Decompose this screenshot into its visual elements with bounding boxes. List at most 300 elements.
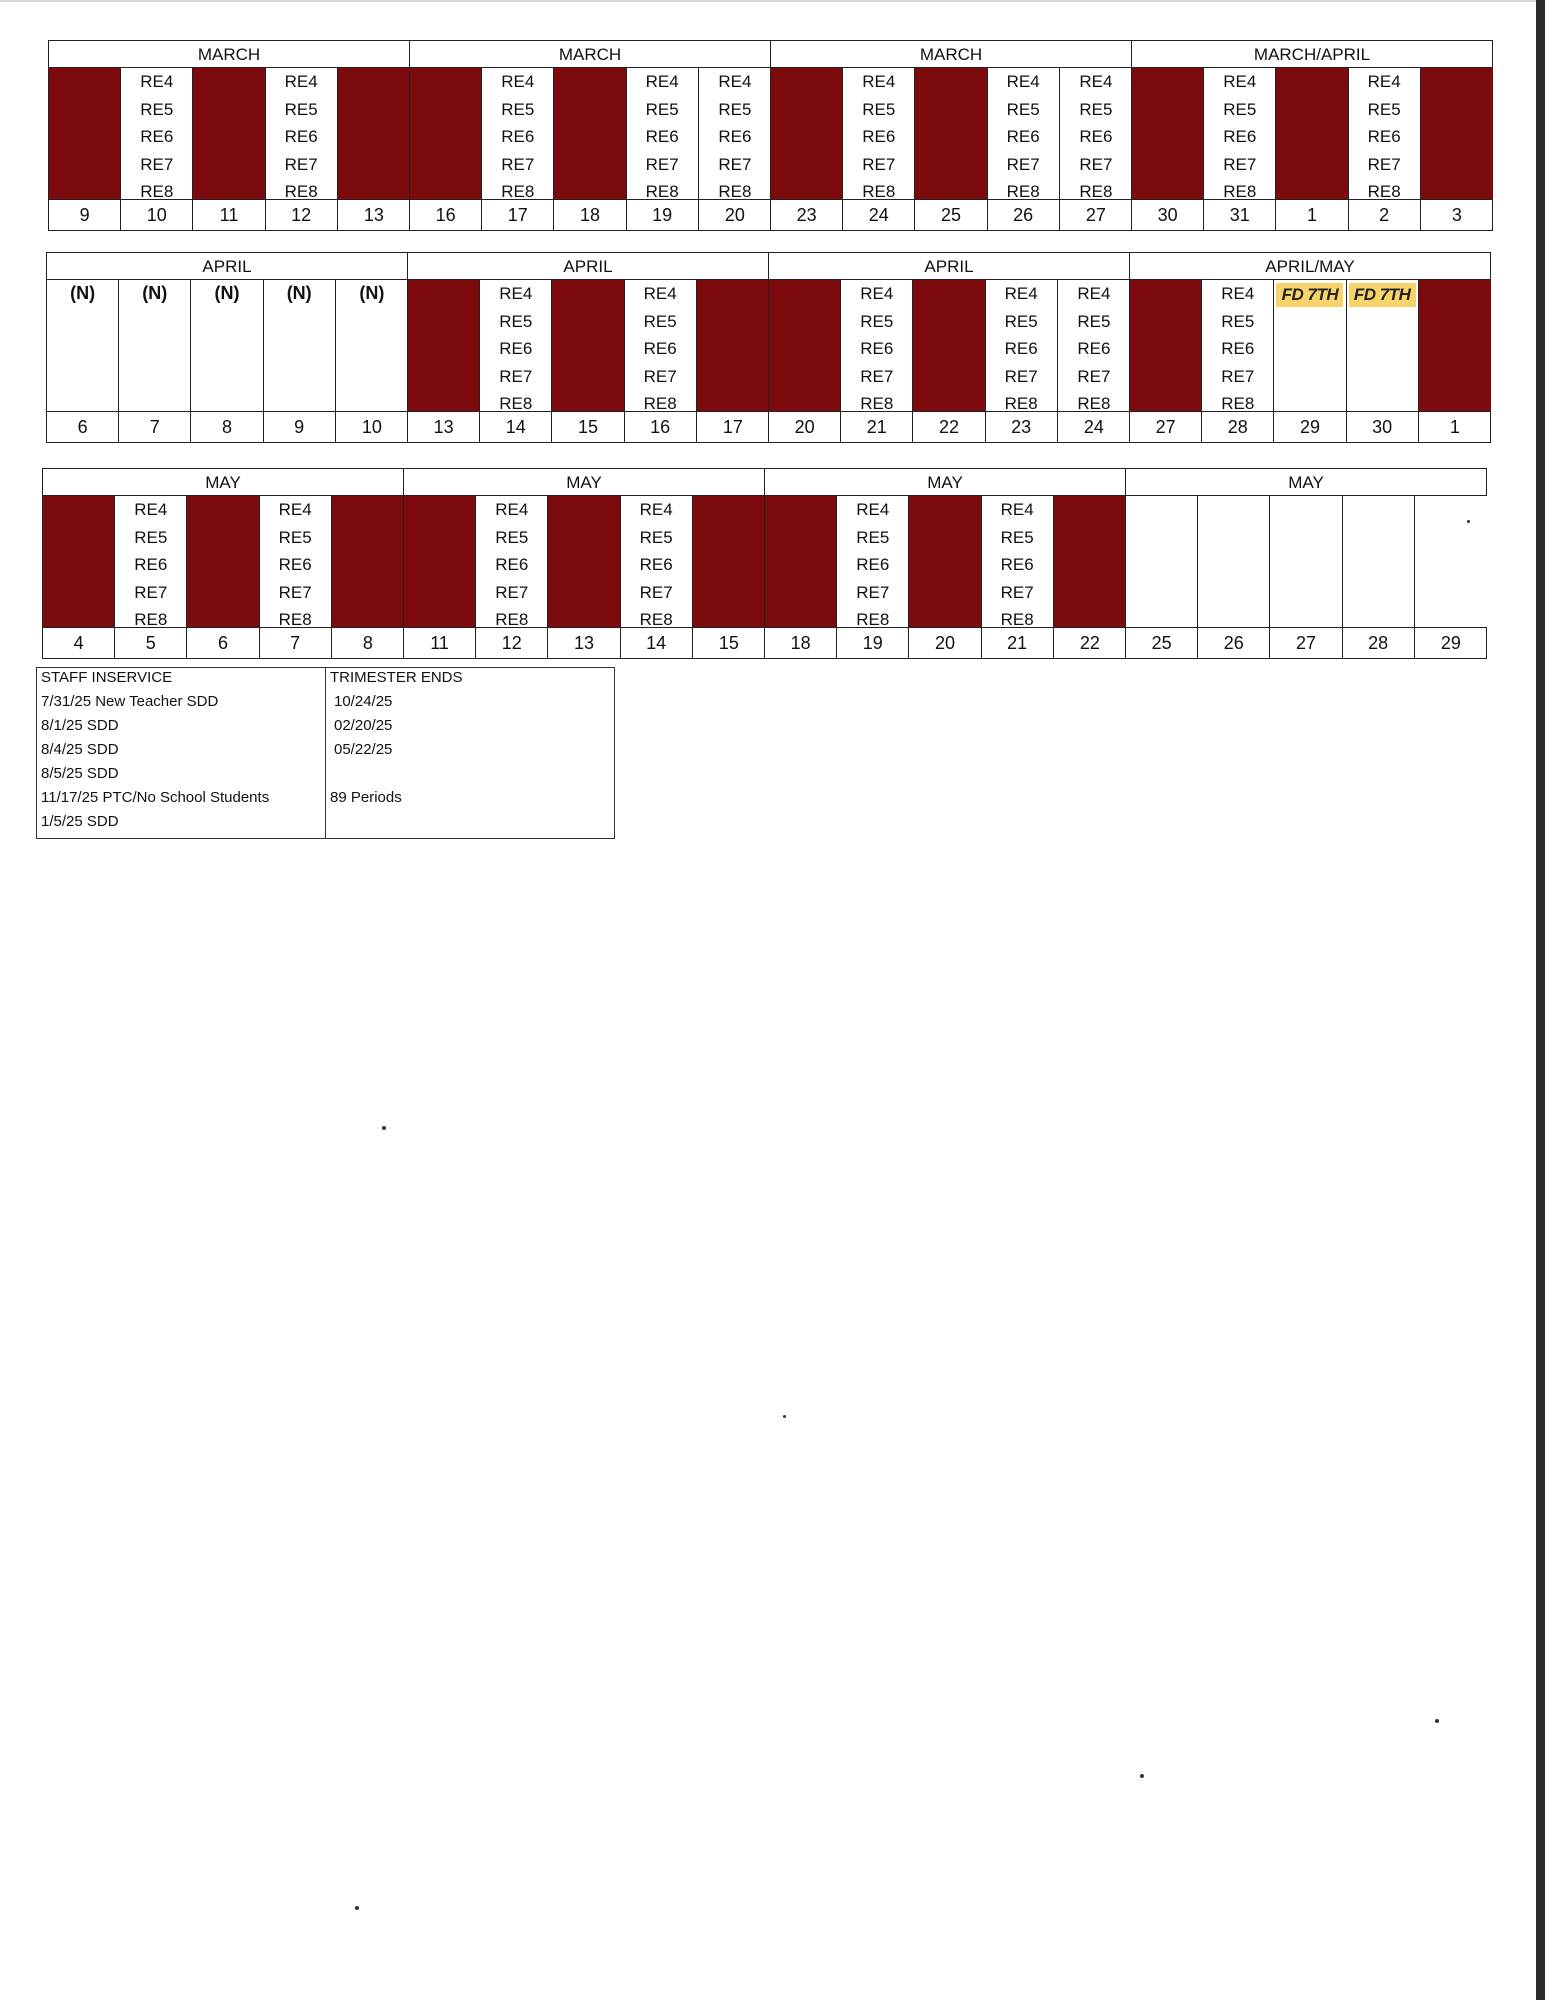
period-label: RE4: [284, 72, 318, 91]
day-number: 12: [476, 627, 547, 658]
week-month-header: MAY: [404, 469, 764, 496]
day-number: 28: [1202, 411, 1273, 442]
day-cell: [1060, 68, 1132, 230]
non-class-day-fill: [1419, 280, 1491, 411]
period-label: RE4: [856, 500, 890, 519]
day-cell: [1130, 280, 1202, 442]
day-number: 14: [621, 627, 692, 658]
day-cell: [913, 280, 985, 442]
day-number: 15: [552, 411, 623, 442]
day-number: 6: [187, 627, 258, 658]
period-label: RE6: [856, 555, 890, 574]
day-content: [1058, 280, 1130, 411]
period-label: RE4: [278, 500, 312, 519]
day-cell: [1347, 280, 1419, 442]
week-month-header: MARCH: [410, 41, 770, 68]
no-school-label: (N): [286, 283, 312, 303]
period-label: RE6: [639, 555, 673, 574]
period-label: RE5: [1223, 99, 1257, 119]
day-cell: [404, 496, 476, 658]
day-number: 24: [1058, 411, 1130, 442]
day-cell: [625, 280, 697, 442]
non-class-day-fill: [193, 68, 264, 199]
day-content: [1270, 496, 1341, 627]
day-number: 22: [913, 411, 984, 442]
day-cell: [191, 280, 263, 442]
day-content: [1126, 496, 1197, 627]
non-class-day-fill: [771, 68, 842, 199]
period-label: RE6: [1079, 127, 1113, 146]
day-number: 7: [119, 411, 190, 442]
day-content: [1343, 496, 1414, 627]
period-label: RE4: [1000, 500, 1034, 519]
day-number: 7: [260, 627, 331, 658]
period-label: RE7: [1079, 154, 1113, 174]
week-block: [403, 468, 765, 659]
week-block: [764, 468, 1126, 659]
day-number: 17: [697, 411, 769, 442]
day-number: 31: [1204, 199, 1275, 230]
day-cell: [1343, 496, 1415, 658]
period-label: RE5: [1006, 99, 1040, 119]
period-label: RE7: [1077, 366, 1111, 386]
period-label: RE8: [1077, 394, 1111, 411]
day-cell: [621, 496, 693, 658]
day-number: 4: [43, 627, 114, 658]
period-label: RE7: [718, 154, 752, 174]
period-label: RE8: [499, 394, 533, 411]
period-label: RE4: [134, 500, 168, 519]
period-label: RE6: [1004, 339, 1038, 358]
day-number: 3: [1421, 199, 1493, 230]
week-month-header: MAY: [1126, 469, 1486, 496]
trimester-date: 10/24/25: [334, 693, 393, 710]
period-label: RE7: [284, 154, 318, 174]
period-label: RE7: [1367, 154, 1401, 174]
day-number: 14: [480, 411, 551, 442]
day-content: [1349, 68, 1420, 199]
scan-speck: [1467, 520, 1470, 523]
period-label: RE6: [860, 339, 894, 358]
non-class-day-fill: [410, 68, 481, 199]
day-cell: [548, 496, 620, 658]
period-label: RE5: [1079, 99, 1113, 119]
day-number: 13: [338, 199, 410, 230]
period-label: RE8: [1004, 394, 1038, 411]
final-day-badge: FD 7TH: [1349, 283, 1416, 307]
period-label: RE7: [856, 582, 890, 602]
day-number: 9: [49, 199, 120, 230]
day-cell: [769, 280, 841, 442]
non-class-day-fill: [187, 496, 258, 627]
day-cell: [332, 496, 404, 658]
day-content: [336, 280, 408, 411]
week-month-header: APRIL: [408, 253, 768, 280]
period-label: RE6: [278, 555, 312, 574]
day-cell: [843, 68, 915, 230]
day-content: [121, 68, 192, 199]
period-label: RE8: [134, 610, 168, 627]
period-label: RE5: [860, 311, 894, 331]
period-label: RE5: [718, 99, 752, 119]
day-content: [1202, 280, 1273, 411]
non-class-day-fill: [552, 280, 623, 411]
non-class-day-fill: [693, 496, 765, 627]
day-number: 30: [1132, 199, 1203, 230]
day-cell: [915, 68, 987, 230]
non-class-day-fill: [909, 496, 980, 627]
day-cell: [408, 280, 480, 442]
day-content: [841, 280, 912, 411]
period-label: RE4: [1221, 284, 1255, 303]
scan-speck: [355, 1906, 359, 1910]
day-number: 2: [1349, 199, 1420, 230]
staff-inservice-item: 11/17/25 PTC/No School Students: [41, 789, 270, 806]
day-cell: [765, 496, 837, 658]
week-month-header: MARCH: [49, 41, 409, 68]
final-day-badge: FD 7TH: [1276, 283, 1343, 307]
day-cell: [47, 280, 119, 442]
period-label: RE8: [278, 610, 312, 627]
period-label: RE4: [499, 284, 533, 303]
period-label: RE7: [1221, 366, 1255, 386]
day-cell: [338, 68, 410, 230]
period-label: RE5: [140, 99, 174, 119]
day-content: [1274, 280, 1345, 411]
day-number: 5: [115, 627, 186, 658]
week-block: [48, 40, 410, 231]
period-label: RE5: [501, 99, 535, 119]
trimester-periods-note: 89 Periods: [330, 789, 402, 806]
period-label: RE8: [645, 182, 679, 199]
day-cell: [336, 280, 408, 442]
week-month-header: MARCH/APRIL: [1132, 41, 1492, 68]
day-cell: [1349, 68, 1421, 230]
day-content: [1198, 496, 1269, 627]
day-cell: [43, 496, 115, 658]
day-cell: [1270, 496, 1342, 658]
day-number: 16: [410, 199, 481, 230]
period-label: RE6: [501, 127, 535, 146]
day-cell: [1419, 280, 1491, 442]
day-cell: [1204, 68, 1276, 230]
day-cell: [1421, 68, 1493, 230]
period-label: RE5: [1004, 311, 1038, 331]
period-label: RE4: [645, 72, 679, 91]
period-label: RE7: [495, 582, 529, 602]
period-label: RE5: [284, 99, 318, 119]
non-class-day-fill: [1054, 496, 1126, 627]
period-label: RE6: [140, 127, 174, 146]
non-class-day-fill: [338, 68, 410, 199]
day-number: 17: [482, 199, 553, 230]
day-number: 25: [1126, 627, 1197, 658]
day-content: [627, 68, 698, 199]
day-content: [476, 496, 547, 627]
day-number: 21: [841, 411, 912, 442]
no-school-label: (N): [142, 283, 168, 303]
period-label: RE8: [501, 182, 535, 199]
non-class-day-fill: [404, 496, 475, 627]
day-content: [621, 496, 692, 627]
no-school-label: (N): [359, 283, 385, 303]
period-label: RE7: [278, 582, 312, 602]
day-number: 20: [909, 627, 980, 658]
non-class-day-fill: [1421, 68, 1493, 199]
scan-speck: [783, 1415, 786, 1418]
day-cell: [552, 280, 624, 442]
day-number: 1: [1419, 411, 1491, 442]
day-cell: [697, 280, 769, 442]
period-label: RE8: [862, 182, 896, 199]
day-cell: [1058, 280, 1130, 442]
day-cell: [1415, 496, 1487, 658]
day-number: 11: [193, 199, 264, 230]
non-class-day-fill: [332, 496, 404, 627]
day-cell: [693, 496, 765, 658]
day-number: 26: [988, 199, 1059, 230]
period-label: RE8: [643, 394, 677, 411]
day-cell: [699, 68, 771, 230]
day-cell: [1276, 68, 1348, 230]
period-label: RE7: [1004, 366, 1038, 386]
scan-speck: [382, 1126, 386, 1130]
trimester-column: [326, 668, 614, 838]
period-label: RE8: [860, 394, 894, 411]
day-content: [1415, 496, 1487, 627]
non-class-day-fill: [1132, 68, 1203, 199]
non-class-day-fill: [1276, 68, 1347, 199]
period-label: RE7: [1000, 582, 1034, 602]
day-cell: [627, 68, 699, 230]
day-cell: [554, 68, 626, 230]
day-content: [1347, 280, 1418, 411]
day-number: 10: [336, 411, 408, 442]
day-number: 9: [264, 411, 335, 442]
period-label: RE5: [1221, 311, 1255, 331]
period-label: RE7: [140, 154, 174, 174]
day-number: 19: [837, 627, 908, 658]
period-label: RE5: [1077, 311, 1111, 331]
day-number: 16: [625, 411, 696, 442]
period-label: RE4: [718, 72, 752, 91]
non-class-day-fill: [765, 496, 836, 627]
day-content: [982, 496, 1053, 627]
period-label: RE4: [1223, 72, 1257, 91]
trimester-date: 02/20/25: [334, 717, 393, 734]
period-label: RE8: [1000, 610, 1034, 627]
day-number: 24: [843, 199, 914, 230]
day-number: 12: [266, 199, 337, 230]
period-label: RE6: [1077, 339, 1111, 358]
day-number: 27: [1270, 627, 1341, 658]
non-class-day-fill: [408, 280, 479, 411]
day-cell: [988, 68, 1060, 230]
day-cell: [982, 496, 1054, 658]
period-label: RE6: [1223, 127, 1257, 146]
period-label: RE5: [856, 527, 890, 547]
period-label: RE7: [499, 366, 533, 386]
period-label: RE6: [1367, 127, 1401, 146]
day-content: [264, 280, 335, 411]
week-month-header: MAY: [43, 469, 403, 496]
day-cell: [49, 68, 121, 230]
info-table: [36, 667, 615, 839]
day-content: [119, 280, 190, 411]
period-label: RE8: [1079, 182, 1113, 199]
day-number: 8: [191, 411, 262, 442]
period-label: RE8: [1223, 182, 1257, 199]
no-school-label: (N): [214, 283, 240, 303]
period-label: RE5: [1000, 527, 1034, 547]
day-cell: [476, 496, 548, 658]
period-label: RE8: [718, 182, 752, 199]
day-cell: [1126, 496, 1198, 658]
scan-page-edge: [1536, 0, 1545, 2000]
week-block: [409, 40, 771, 231]
day-cell: [187, 496, 259, 658]
week-month-header: APRIL: [769, 253, 1129, 280]
day-cell: [410, 68, 482, 230]
day-number: 13: [548, 627, 619, 658]
period-label: RE5: [134, 527, 168, 547]
period-label: RE5: [278, 527, 312, 547]
week-block: [1125, 468, 1487, 659]
period-label: RE4: [1079, 72, 1113, 91]
period-label: RE8: [639, 610, 673, 627]
day-number: 18: [554, 199, 625, 230]
day-cell: [264, 280, 336, 442]
day-cell: [1054, 496, 1126, 658]
period-label: RE8: [1221, 394, 1255, 411]
non-class-day-fill: [913, 280, 984, 411]
non-class-day-fill: [1130, 280, 1201, 411]
period-label: RE8: [495, 610, 529, 627]
period-label: RE5: [643, 311, 677, 331]
day-number: 1: [1276, 199, 1347, 230]
staff-inservice-item: 1/5/25 SDD: [41, 813, 119, 830]
period-label: RE4: [1006, 72, 1040, 91]
day-content: [1204, 68, 1275, 199]
period-label: RE5: [639, 527, 673, 547]
staff-inservice-item: 8/4/25 SDD: [41, 741, 119, 758]
day-number: 26: [1198, 627, 1269, 658]
staff-inservice-item: 8/5/25 SDD: [41, 765, 119, 782]
period-label: RE6: [1221, 339, 1255, 358]
day-number: 29: [1274, 411, 1345, 442]
period-label: RE8: [1006, 182, 1040, 199]
week-block: [42, 468, 404, 659]
period-label: RE4: [140, 72, 174, 91]
day-content: [482, 68, 553, 199]
staff-inservice-title: STAFF INSERVICE: [41, 669, 173, 686]
period-label: RE6: [284, 127, 318, 146]
day-number: 11: [404, 627, 475, 658]
week-month-header: APRIL: [47, 253, 407, 280]
period-label: RE8: [140, 182, 174, 199]
non-class-day-fill: [548, 496, 619, 627]
no-school-label: (N): [70, 283, 96, 303]
period-label: RE8: [856, 610, 890, 627]
day-number: 23: [771, 199, 842, 230]
day-cell: [837, 496, 909, 658]
period-label: RE8: [284, 182, 318, 199]
day-number: 20: [699, 199, 771, 230]
period-label: RE6: [499, 339, 533, 358]
day-cell: [119, 280, 191, 442]
day-content: [266, 68, 337, 199]
week-month-header: APRIL/MAY: [1130, 253, 1490, 280]
period-label: RE7: [501, 154, 535, 174]
day-number: 19: [627, 199, 698, 230]
day-cell: [1198, 496, 1270, 658]
staff-inservice-column: [37, 668, 326, 838]
period-label: RE4: [639, 500, 673, 519]
day-cell: [266, 68, 338, 230]
day-content: [843, 68, 914, 199]
scan-speck: [1140, 1774, 1144, 1778]
day-number: 29: [1415, 627, 1487, 658]
trimester-title: TRIMESTER ENDS: [330, 669, 463, 686]
period-label: RE7: [643, 366, 677, 386]
staff-inservice-item: 8/1/25 SDD: [41, 717, 119, 734]
day-number: 25: [915, 199, 986, 230]
day-number: 22: [1054, 627, 1126, 658]
day-content: [988, 68, 1059, 199]
period-label: RE7: [645, 154, 679, 174]
period-label: RE6: [134, 555, 168, 574]
period-label: RE6: [645, 127, 679, 146]
period-label: RE4: [495, 500, 529, 519]
week-block: [768, 252, 1130, 443]
trimester-date: 05/22/25: [334, 741, 393, 758]
day-number: 27: [1130, 411, 1201, 442]
day-cell: [909, 496, 981, 658]
week-block: [1131, 40, 1493, 231]
period-label: RE6: [718, 127, 752, 146]
period-label: RE7: [862, 154, 896, 174]
period-label: RE4: [501, 72, 535, 91]
period-label: RE4: [862, 72, 896, 91]
day-cell: [260, 496, 332, 658]
period-label: RE7: [860, 366, 894, 386]
day-cell: [1274, 280, 1346, 442]
day-content: [47, 280, 118, 411]
period-label: RE7: [1223, 154, 1257, 174]
period-label: RE7: [639, 582, 673, 602]
day-content: [986, 280, 1057, 411]
period-label: RE5: [499, 311, 533, 331]
week-block: [46, 252, 408, 443]
period-label: RE4: [1367, 72, 1401, 91]
non-class-day-fill: [43, 496, 114, 627]
non-class-day-fill: [49, 68, 120, 199]
non-class-day-fill: [554, 68, 625, 199]
day-cell: [1132, 68, 1204, 230]
day-cell: [193, 68, 265, 230]
period-label: RE4: [1077, 284, 1111, 303]
period-label: RE8: [1367, 182, 1401, 199]
day-number: 8: [332, 627, 404, 658]
week-block: [407, 252, 769, 443]
day-content: [480, 280, 551, 411]
period-label: RE4: [643, 284, 677, 303]
non-class-day-fill: [915, 68, 986, 199]
period-label: RE5: [1367, 99, 1401, 119]
staff-inservice-item: 7/31/25 New Teacher SDD: [41, 693, 219, 710]
period-label: RE6: [643, 339, 677, 358]
day-content: [115, 496, 186, 627]
